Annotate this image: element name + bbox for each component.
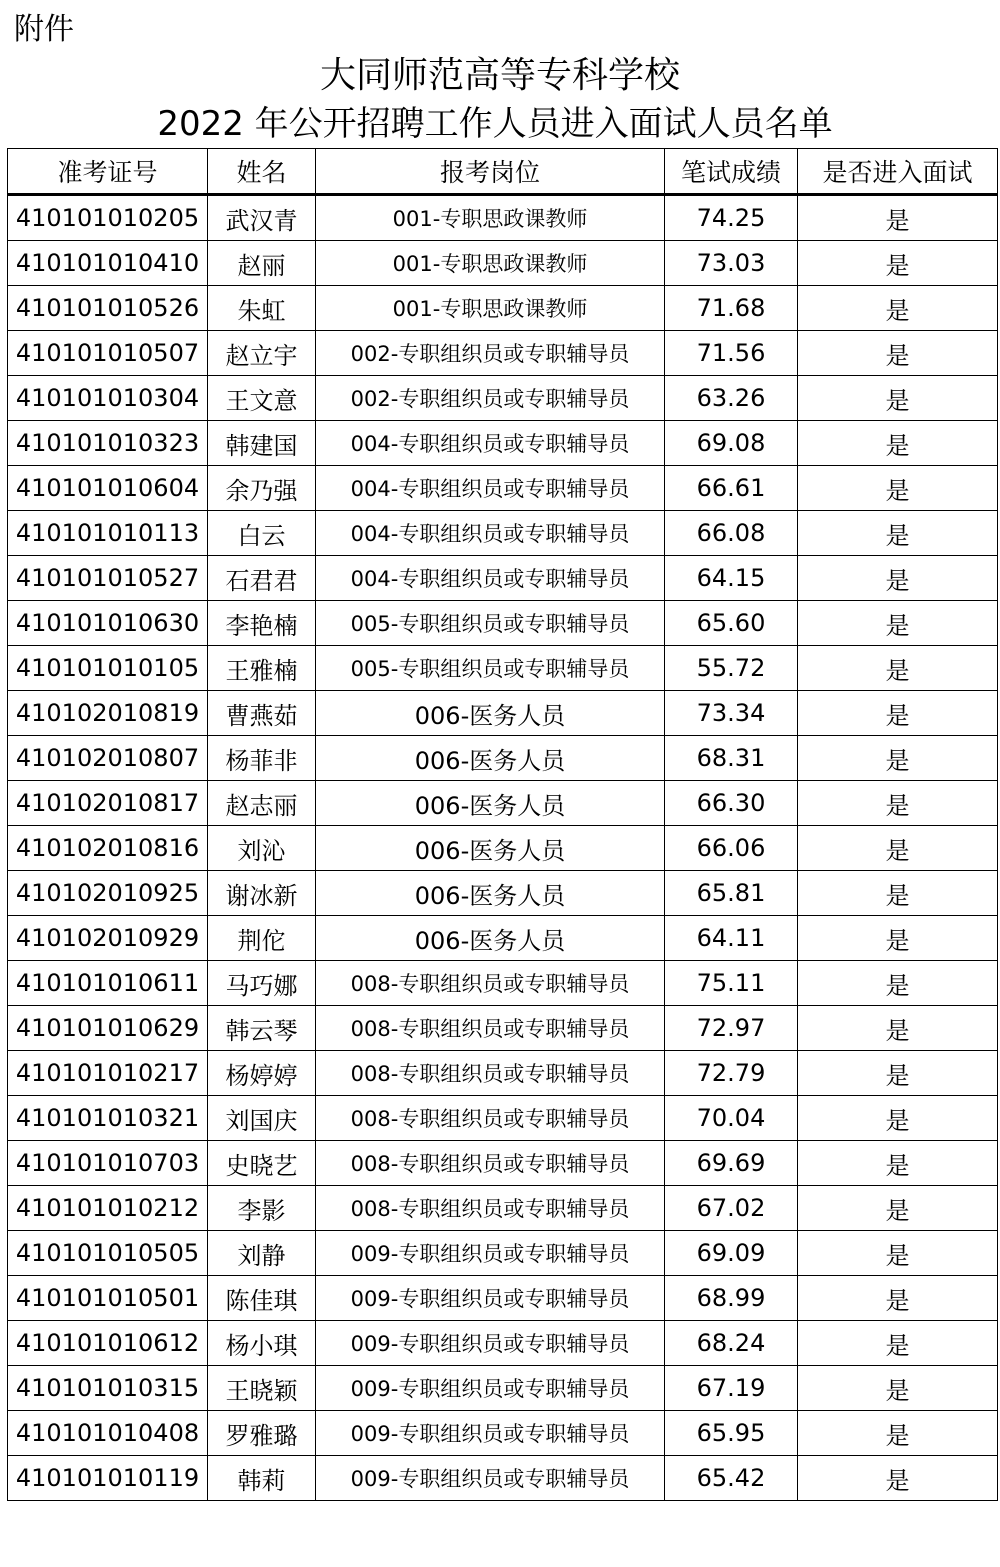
table-row xyxy=(8,331,998,376)
cell-name: 杨婷婷 xyxy=(208,1051,316,1096)
cell-name: 武汉青 xyxy=(208,195,316,241)
cell-position: 009-专职组织员或专职辅导员 xyxy=(316,1411,665,1456)
cell-interview-status: 是 xyxy=(798,286,998,331)
cell-exam-number: 410101010629 xyxy=(8,1006,208,1051)
cell-name: 刘静 xyxy=(208,1231,316,1276)
cell-written-score: 73.34 xyxy=(665,691,798,736)
cell-interview-status: 是 xyxy=(798,1411,998,1456)
cell-name: 曹燕茹 xyxy=(208,691,316,736)
cell-interview-status: 是 xyxy=(798,556,998,601)
table-row xyxy=(8,1231,998,1276)
cell-interview-status: 是 xyxy=(798,601,998,646)
cell-name: 韩建国 xyxy=(208,421,316,466)
cell-position: 005-专职组织员或专职辅导员 xyxy=(316,601,665,646)
cell-written-score: 70.04 xyxy=(665,1096,798,1141)
table-row xyxy=(8,1366,998,1411)
cell-exam-number: 410101010611 xyxy=(8,961,208,1006)
cell-exam-number: 410102010929 xyxy=(8,916,208,961)
cell-exam-number: 410102010816 xyxy=(8,826,208,871)
table-row xyxy=(8,1456,998,1501)
cell-position: 008-专职组织员或专职辅导员 xyxy=(316,1186,665,1231)
cell-exam-number: 410101010304 xyxy=(8,376,208,421)
attachment-label: 附件 xyxy=(14,12,74,47)
cell-written-score: 55.72 xyxy=(665,646,798,691)
cell-exam-number: 410101010703 xyxy=(8,1141,208,1186)
header-written-score: 笔试成绩 xyxy=(665,149,798,195)
cell-written-score: 66.30 xyxy=(665,781,798,826)
cell-interview-status: 是 xyxy=(798,1096,998,1141)
cell-exam-number: 410101010323 xyxy=(8,421,208,466)
cell-exam-number: 410101010205 xyxy=(8,195,208,241)
cell-name: 韩云琴 xyxy=(208,1006,316,1051)
cell-exam-number: 410101010410 xyxy=(8,241,208,286)
table-row xyxy=(8,1276,998,1321)
cell-position: 008-专职组织员或专职辅导员 xyxy=(316,1141,665,1186)
cell-written-score: 66.61 xyxy=(665,466,798,511)
cell-written-score: 63.26 xyxy=(665,376,798,421)
table-row xyxy=(8,736,998,781)
cell-written-score: 69.08 xyxy=(665,421,798,466)
cell-written-score: 71.56 xyxy=(665,331,798,376)
cell-written-score: 75.11 xyxy=(665,961,798,1006)
cell-written-score: 66.06 xyxy=(665,826,798,871)
cell-name: 史晓艺 xyxy=(208,1141,316,1186)
cell-exam-number: 410101010507 xyxy=(8,331,208,376)
cell-name: 刘国庆 xyxy=(208,1096,316,1141)
cell-exam-number: 410101010217 xyxy=(8,1051,208,1096)
cell-position: 008-专职组织员或专职辅导员 xyxy=(316,1096,665,1141)
table-row xyxy=(8,871,998,916)
cell-position: 005-专职组织员或专职辅导员 xyxy=(316,646,665,691)
cell-written-score: 66.08 xyxy=(665,511,798,556)
cell-interview-status: 是 xyxy=(798,195,998,241)
cell-name: 白云 xyxy=(208,511,316,556)
cell-interview-status: 是 xyxy=(798,916,998,961)
table-row xyxy=(8,511,998,556)
cell-interview-status: 是 xyxy=(798,736,998,781)
cell-name: 罗雅璐 xyxy=(208,1411,316,1456)
cell-written-score: 65.95 xyxy=(665,1411,798,1456)
document-subtitle: 2022 年公开招聘工作人员进入面试人员名单 xyxy=(157,104,833,144)
cell-exam-number: 410102010925 xyxy=(8,871,208,916)
table-row xyxy=(8,1096,998,1141)
cell-written-score: 68.31 xyxy=(665,736,798,781)
cell-name: 荆佗 xyxy=(208,916,316,961)
cell-interview-status: 是 xyxy=(798,871,998,916)
cell-interview-status: 是 xyxy=(798,1231,998,1276)
cell-name: 杨小琪 xyxy=(208,1321,316,1366)
cell-exam-number: 410101010119 xyxy=(8,1456,208,1501)
cell-name: 刘沁 xyxy=(208,826,316,871)
cell-written-score: 72.79 xyxy=(665,1051,798,1096)
cell-position: 009-专职组织员或专职辅导员 xyxy=(316,1366,665,1411)
document-title: 大同师范高等专科学校 xyxy=(319,55,680,96)
cell-position: 006-医务人员 xyxy=(316,691,665,736)
table-row xyxy=(8,241,998,286)
cell-position: 009-专职组织员或专职辅导员 xyxy=(316,1456,665,1501)
table-header-row xyxy=(8,149,998,195)
cell-position: 006-医务人员 xyxy=(316,736,665,781)
cell-position: 004-专职组织员或专职辅导员 xyxy=(316,511,665,556)
cell-name: 赵志丽 xyxy=(208,781,316,826)
cell-name: 杨菲非 xyxy=(208,736,316,781)
table-row xyxy=(8,601,998,646)
cell-interview-status: 是 xyxy=(798,331,998,376)
cell-interview-status: 是 xyxy=(798,466,998,511)
cell-exam-number: 410102010819 xyxy=(8,691,208,736)
cell-name: 石君君 xyxy=(208,556,316,601)
header-exam-number: 准考证号 xyxy=(8,149,208,195)
cell-interview-status: 是 xyxy=(798,511,998,556)
cell-interview-status: 是 xyxy=(798,781,998,826)
cell-interview-status: 是 xyxy=(798,691,998,736)
cell-written-score: 64.11 xyxy=(665,916,798,961)
table-row xyxy=(8,781,998,826)
cell-name: 朱虹 xyxy=(208,286,316,331)
cell-written-score: 68.99 xyxy=(665,1276,798,1321)
cell-name: 谢冰新 xyxy=(208,871,316,916)
cell-written-score: 65.60 xyxy=(665,601,798,646)
table-row xyxy=(8,1186,998,1231)
table-row xyxy=(8,421,998,466)
cell-name: 赵立宇 xyxy=(208,331,316,376)
cell-position: 006-医务人员 xyxy=(316,781,665,826)
cell-exam-number: 410101010630 xyxy=(8,601,208,646)
table-row xyxy=(8,1051,998,1096)
cell-name: 王晓颖 xyxy=(208,1366,316,1411)
table-row xyxy=(8,646,998,691)
cell-exam-number: 410101010612 xyxy=(8,1321,208,1366)
cell-name: 韩莉 xyxy=(208,1456,316,1501)
cell-position: 009-专职组织员或专职辅导员 xyxy=(316,1321,665,1366)
cell-position: 001-专职思政课教师 xyxy=(316,286,665,331)
header-interview-status: 是否进入面试 xyxy=(798,149,998,195)
cell-written-score: 69.09 xyxy=(665,1231,798,1276)
cell-interview-status: 是 xyxy=(798,1276,998,1321)
header-name: 姓名 xyxy=(208,149,316,195)
cell-written-score: 69.69 xyxy=(665,1141,798,1186)
cell-interview-status: 是 xyxy=(798,1321,998,1366)
cell-name: 马巧娜 xyxy=(208,961,316,1006)
cell-name: 陈佳琪 xyxy=(208,1276,316,1321)
cell-exam-number: 410101010505 xyxy=(8,1231,208,1276)
cell-written-score: 67.02 xyxy=(665,1186,798,1231)
cell-exam-number: 410101010501 xyxy=(8,1276,208,1321)
cell-interview-status: 是 xyxy=(798,826,998,871)
cell-written-score: 65.81 xyxy=(665,871,798,916)
cell-position: 001-专职思政课教师 xyxy=(316,195,665,241)
cell-position: 006-医务人员 xyxy=(316,826,665,871)
cell-exam-number: 410101010526 xyxy=(8,286,208,331)
interview-candidates-table xyxy=(7,148,998,1501)
table-row xyxy=(8,826,998,871)
cell-written-score: 73.03 xyxy=(665,241,798,286)
cell-position: 001-专职思政课教师 xyxy=(316,241,665,286)
cell-written-score: 67.19 xyxy=(665,1366,798,1411)
cell-position: 009-专职组织员或专职辅导员 xyxy=(316,1231,665,1276)
cell-position: 006-医务人员 xyxy=(316,871,665,916)
table-row xyxy=(8,195,998,241)
cell-written-score: 71.68 xyxy=(665,286,798,331)
cell-position: 002-专职组织员或专职辅导员 xyxy=(316,331,665,376)
cell-position: 008-专职组织员或专职辅导员 xyxy=(316,1006,665,1051)
cell-interview-status: 是 xyxy=(798,241,998,286)
table-row xyxy=(8,466,998,511)
cell-interview-status: 是 xyxy=(798,1186,998,1231)
cell-written-score: 64.15 xyxy=(665,556,798,601)
cell-written-score: 72.97 xyxy=(665,1006,798,1051)
cell-position: 009-专职组织员或专职辅导员 xyxy=(316,1276,665,1321)
cell-position: 008-专职组织员或专职辅导员 xyxy=(316,1051,665,1096)
table-row xyxy=(8,1411,998,1456)
cell-position: 004-专职组织员或专职辅导员 xyxy=(316,421,665,466)
cell-name: 王文意 xyxy=(208,376,316,421)
cell-exam-number: 410102010807 xyxy=(8,736,208,781)
cell-written-score: 68.24 xyxy=(665,1321,798,1366)
cell-interview-status: 是 xyxy=(798,1141,998,1186)
cell-position: 008-专职组织员或专职辅导员 xyxy=(316,961,665,1006)
table-row xyxy=(8,916,998,961)
cell-interview-status: 是 xyxy=(798,1006,998,1051)
cell-interview-status: 是 xyxy=(798,646,998,691)
cell-interview-status: 是 xyxy=(798,421,998,466)
table-row xyxy=(8,1321,998,1366)
cell-exam-number: 410101010321 xyxy=(8,1096,208,1141)
cell-interview-status: 是 xyxy=(798,1456,998,1501)
table-row xyxy=(8,376,998,421)
cell-exam-number: 410102010817 xyxy=(8,781,208,826)
cell-exam-number: 410101010113 xyxy=(8,511,208,556)
header-position: 报考岗位 xyxy=(316,149,665,195)
table-row xyxy=(8,961,998,1006)
table-row xyxy=(8,1006,998,1051)
cell-position: 006-医务人员 xyxy=(316,916,665,961)
cell-exam-number: 410101010604 xyxy=(8,466,208,511)
cell-written-score: 74.25 xyxy=(665,195,798,241)
cell-interview-status: 是 xyxy=(798,1051,998,1096)
cell-written-score: 65.42 xyxy=(665,1456,798,1501)
cell-exam-number: 410101010527 xyxy=(8,556,208,601)
table-row xyxy=(8,691,998,736)
table-body xyxy=(8,195,998,1501)
table-row xyxy=(8,286,998,331)
table-row xyxy=(8,556,998,601)
cell-exam-number: 410101010408 xyxy=(8,1411,208,1456)
cell-exam-number: 410101010315 xyxy=(8,1366,208,1411)
cell-exam-number: 410101010212 xyxy=(8,1186,208,1231)
table-row xyxy=(8,1141,998,1186)
cell-name: 李艳楠 xyxy=(208,601,316,646)
cell-exam-number: 410101010105 xyxy=(8,646,208,691)
cell-interview-status: 是 xyxy=(798,961,998,1006)
cell-position: 002-专职组织员或专职辅导员 xyxy=(316,376,665,421)
cell-name: 李影 xyxy=(208,1186,316,1231)
cell-name: 王雅楠 xyxy=(208,646,316,691)
cell-interview-status: 是 xyxy=(798,376,998,421)
cell-name: 余乃强 xyxy=(208,466,316,511)
cell-position: 004-专职组织员或专职辅导员 xyxy=(316,556,665,601)
cell-interview-status: 是 xyxy=(798,1366,998,1411)
cell-name: 赵丽 xyxy=(208,241,316,286)
cell-position: 004-专职组织员或专职辅导员 xyxy=(316,466,665,511)
